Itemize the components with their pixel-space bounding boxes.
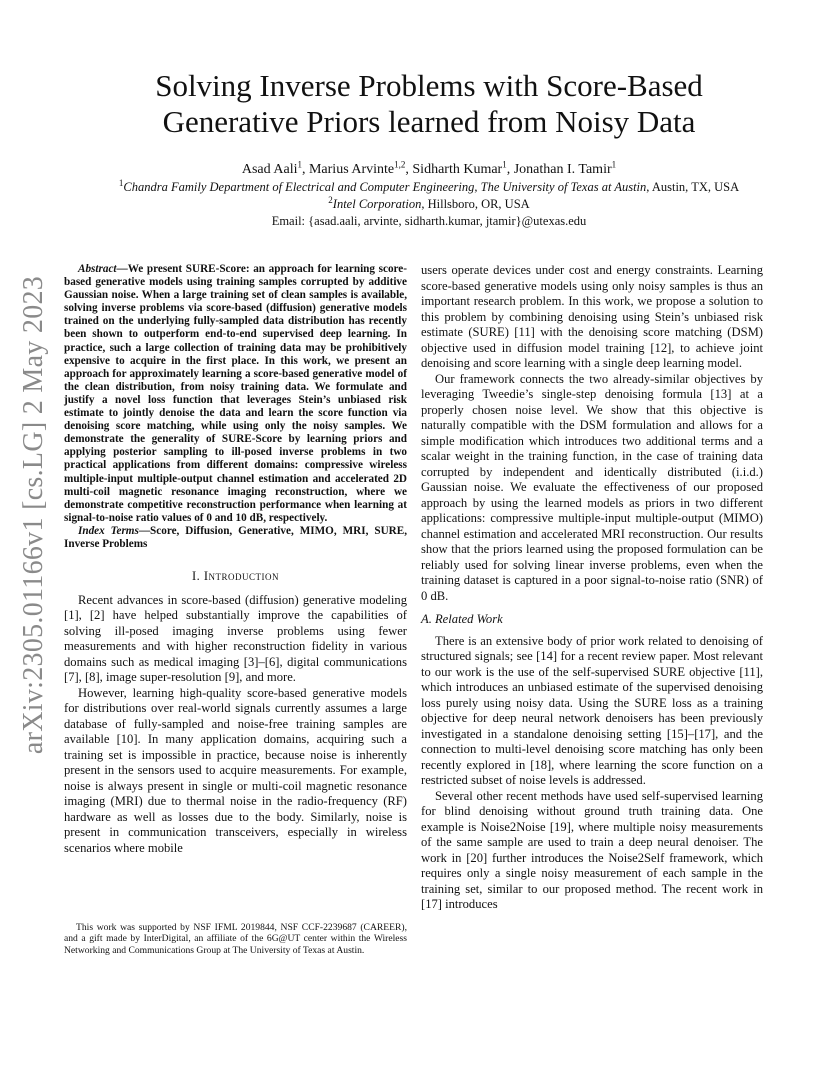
title-line-2: Generative Priors learned from Noisy Data [162,104,696,139]
author-affil-sup: 1,2 [394,159,406,170]
index-terms-label: Index Terms [78,524,139,537]
subsection-heading-related-work: A. Related Work [421,612,503,626]
email-line: Email: {asad.aali, arvinte, sidharth.kumar, jtamir}@utexas.edu [271,214,587,228]
author-name: Marius Arvinte [308,162,395,177]
section-title: Introduction [203,569,280,584]
intro-paragraph-continued: users operate devices under cost and energy constraints. Learning score-based generative models using only noisy samples is thus an important research problem. In this work, we propose a solution to this problem by combining denoising using Stein’s unbiased risk estimate (SURE) [11] with the denoising score matching (DSM) objective used in diffusion model training [12], to achieve joint denoising and score learning with a single deep learning model. [421,263,763,370]
section-number: I. [191,569,201,584]
abstract [64,263,407,525]
related-work-paragraph-1: There is an extensive body of prior work related to denoising of structured signals; see [14] for a recent review paper. Most relevant to our work is the use of the self-supervised SURE objective [11], which introduces an unbiased estimate of the supervised denoising loss purely using noisy data. Using the SURE loss as a training objective for deep neural network denoisers has been previously investigated in a standalone denoising setting [15]–[17], and the connection to multi-level denoising score matching has only been recently explored in [18], where learning the score function on a restricted subset of noise levels is addressed. [421,633,763,787]
affil-sup: 2 [328,194,333,205]
author-list: Asad Aali$^1$, Marius Arvinte$^{1,2}$, Sidharth Kumar$^1$, Jonathan I. Tamir$^1$ [241,159,617,177]
title-line-1: Solving Inverse Problems with Score-Based [155,68,703,103]
affil-dept: Chandra Family Department of Electrical and Computer Engineering, The University of Texas at Austin [123,180,647,194]
affil-location: , Austin, TX, USA [646,180,740,194]
section-heading-introduction [64,569,407,585]
paper-title [60,68,798,140]
author-affil-sup: 1 [502,159,507,170]
affil-org: Intel Corporation [332,197,422,211]
related-work-paragraph-2: Several other recent methods have used self-supervised learning for blind denoising without ground truth training data. One example is Noise2Noise [19], where multiple noisy measurements of the same sample are used to train a deep neural denoiser. The work in [20] further introduces the Noise2Self framework, which requires only a single noisy measurement of each sample in the training set, similar to our proposed method. The recent work in [17] introduces [421,788,763,911]
author-name: Sidharth Kumar [412,162,503,177]
author-name: Jonathan I. Tamir [513,162,612,177]
affil-sup: 1 [118,177,124,188]
intro-paragraph-2: However, learning high-quality score-based generative models for distributions over real-world signals currently assumes a large database of fully-sampled and noise-free training samples are available [10]. In many application domains, acquiring such a training set is impossible in practice, because noise is inherently present in the sensors used to acquire measurements. For example, noise is always present in single or multi-coil magnetic resonance imaging (MRI) due to thermal noise in the radio-frequency (RF) hardware as well as losses due to the body. Similarly, noise is present in communication transceivers, especially in wireless scenarios where mobile [64,685,407,855]
affil-location: , Hillsboro, OR, USA [421,197,530,211]
right-column [421,263,763,913]
author-affil-sup: 1 [611,159,617,170]
index-terms [64,525,407,551]
arxiv-stamp [4,275,64,755]
intro-paragraph-1: Recent advances in score-based (diffusion) generative modeling [1], [2] have helped substantially improve the capabilities of solving ill-posed imaging inverse problems using fewer measurements and with higher reconstruction fidelity in various domains such as medical imaging [3]–[6], digital communications [7], [8], image super-resolution [9], and more. [64,592,407,685]
funding-footnote: This work was supported by NSF IFML 2019844, NSF CCF-2239687 (CAREER), and a gift made by InterDigital, an affiliate of the 6G@UT center within the Wireless Networking and Communications Group at The University of Texas at Austin. [64,922,407,956]
affiliation-1 [60,179,798,196]
arxiv-identifier: arXiv:2305.01166v1 [cs.LG] 2 May 2023 [18,275,49,755]
author-affil-sup: 1 [297,159,302,170]
affiliation-2 [60,196,798,213]
title-block [60,68,798,230]
author-name: Asad Aali [241,162,298,177]
intro-paragraph-3: Our framework connects the two already-similar objectives by leveraging Tweedie’s single-step denoising formula [13] at a properly chosen noise level. We show that this objective is naturally compatible with the DSM formulation and allows for a simple modification which introduces two additional terms and a scalar weight in the training function, in the case of training data corrupted by independent and identically distributed (i.i.d.) Gaussian noise. We evaluate the effectiveness of our proposed approach by using the learned models as priors in two different applications: compressive multiple-input multiple-output (MIMO) channel estimation and accelerated MRI reconstruction. Our results show that the priors learned using the proposed formulation can be reliably used for solving linear inverse problems, even when the training dataset is captured in a poor signal-to-noise ratio (SNR) of 0 dB. [421,371,763,603]
left-column [64,263,407,856]
abstract-label: Abstract [78,263,117,275]
abstract-text: —We present SURE-Score: an approach for learning score-based generative models using training samples corrupted by additive Gaussian noise. When a large training set of clean samples is available, solving inverse problems via score-based (diffusion) generative models trained on the underlying fully-sampled data distribution has recently been shown to outperform end-to-end supervised deep learning. In practice, such a large collection of training data may be prohibitively expensive to acquire in the first place. In this work, we present an approach for approximately learning a score-based generative model of the clean distribution, from noisy training data. We formulate and justify a novel loss function that leverages Stein’s unbiased risk estimate to jointly denoise the data and learn the score function via denoising score matching, while using only the noisy samples. We demonstrate the generality of SURE-Score by learning priors and applying posterior sampling to ill-posed inverse problems in two practical applications from different domains: compressive wireless multiple-input multiple-output channel estimation and accelerated 2D multi-coil magnetic resonance imaging reconstruction, where we demonstrate competitive reconstruction performance when learning at signal-to-noise ratio values of 0 and 10 dB, respectively. [64,263,407,524]
index-terms-text: —Score, Diffusion, Generative, MIMO, MRI, SURE, Inverse Problems [64,524,407,550]
